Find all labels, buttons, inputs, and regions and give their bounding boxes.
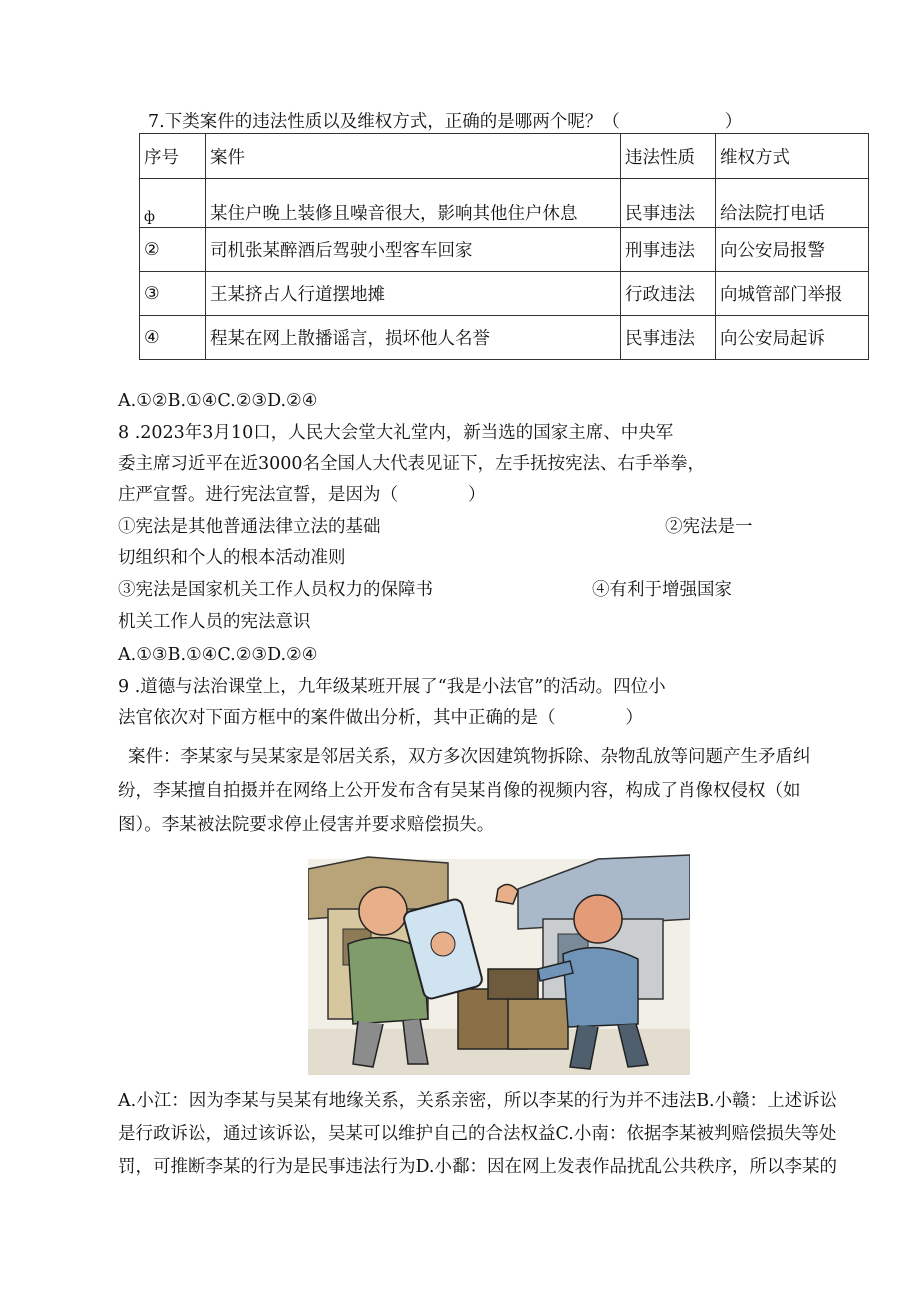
row-index: ④ <box>140 316 206 360</box>
row-method: 向公安局起诉 <box>716 316 869 360</box>
header-case: 案件 <box>206 134 621 179</box>
case-table <box>139 133 869 360</box>
row-case: 程某在网上散播谣言，损坏他人名誉 <box>206 316 621 360</box>
q7-stem: 7.下类案件的违法性质以及维权方式，正确的是哪两个呢？（ ） <box>148 112 743 132</box>
q8-options: A.①③B.①④C.②③D.②④ <box>118 645 318 665</box>
row-case: 司机张某醉酒后驾驶小型客车回家 <box>206 228 621 272</box>
header-method: 维权方式 <box>716 134 869 179</box>
q8-option-4: ④有利于增强国家 <box>592 580 732 600</box>
row-case: 王某挤占人行道摆地摊 <box>206 272 621 316</box>
header-nature: 违法性质 <box>621 134 716 179</box>
q8-option-1: ①宪法是其他普通法律立法的基础 <box>118 517 381 537</box>
q7-options: A.①②B.①④C.②③D.②④ <box>118 391 318 411</box>
table-row <box>140 272 869 316</box>
row-index: ф <box>140 179 206 228</box>
q8-stem-line: 委主席习近平在近3000名全国人大代表见证下，左手抚按宪法、右手举拳， <box>118 454 706 474</box>
q8-stem-line: 8 .2023年3月10口，人民大会堂大礼堂内，新当选的国家主席、中央军 <box>118 423 674 443</box>
table-header-row <box>140 134 869 179</box>
q8-stem-line: 庄严宣誓。进行宪法宣誓，是因为（ ） <box>118 485 486 505</box>
header-index: 序号 <box>140 134 206 179</box>
table-row <box>140 179 869 228</box>
row-nature: 行政违法 <box>621 272 716 316</box>
q9-case-line: 纷，李某擅自拍摄并在网络上公开发布含有吴某肖像的视频内容，构成了肖像权侵权（如 <box>118 781 801 801</box>
q9-stem-line: 9 .道德与法治课堂上，九年级某班开展了“我是小法官”的活动。四位小 <box>118 677 666 697</box>
table-row <box>140 228 869 272</box>
row-index: ② <box>140 228 206 272</box>
q8-option-4-cont: 机关工作人员的宪法意识 <box>118 612 311 632</box>
q8-option-2: ②宪法是一 <box>665 517 753 537</box>
row-nature: 民事违法 <box>621 316 716 360</box>
row-method: 向公安局报警 <box>716 228 869 272</box>
q8-option-3: ③宪法是国家机关工作人员权力的保障书 <box>118 580 433 600</box>
q9-case-line: 案件：李某家与吴某家是邻居关系，双方多次因建筑物拆除、杂物乱放等问题产生矛盾纠 <box>128 747 811 767</box>
q9-answer-line: 是行政诉讼，通过该诉讼，吴某可以维护自己的合法权益C.小南：依据李某被判赔偿损失等处 <box>118 1124 837 1144</box>
row-method: 向城管部门举报 <box>716 272 869 316</box>
q9-stem-line: 法官依次对下面方框中的案件做出分析，其中正确的是（ ） <box>118 708 643 728</box>
row-method: 给法院打电话 <box>716 179 869 228</box>
q8-option-2-cont: 切组织和个人的根本活动准则 <box>118 548 346 568</box>
row-nature: 民事违法 <box>621 179 716 228</box>
row-index: ③ <box>140 272 206 316</box>
table-row <box>140 316 869 360</box>
row-nature: 刑事违法 <box>621 228 716 272</box>
q9-answer-line: 罚，可推断李某的行为是民事违法行为D.小鄱：因在网上发表作品扰乱公共秩序，所以李某的 <box>118 1157 837 1177</box>
cartoon-illustration <box>308 849 690 1075</box>
q9-case-line: 图）。李某被法院要求停止侵害并要求赔偿损失。 <box>118 815 495 835</box>
row-case: 某住户晚上装修且噪音很大，影响其他住户休息 <box>206 179 621 228</box>
q9-answer-line: A.小江：因为李某与吴某有地缘关系，关系亲密，所以李某的行为并不违法B.小赣：上述诉讼 <box>118 1091 838 1111</box>
